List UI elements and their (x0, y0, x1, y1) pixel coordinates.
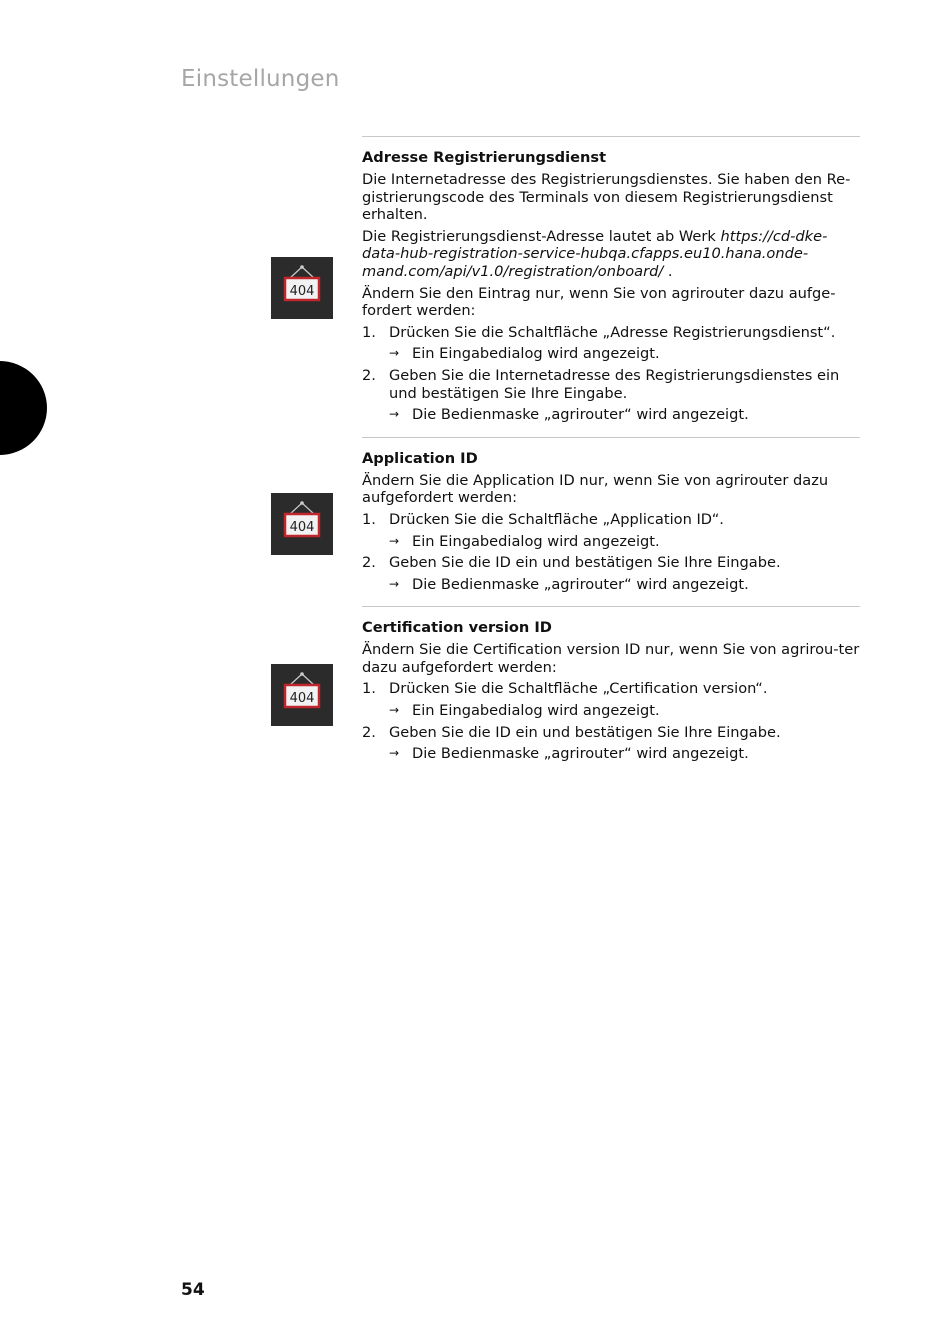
step-text: Geben Sie die Internetadresse des Registrierungsdienstes ein und bestätigen Sie Ihre Eingabe. (389, 366, 840, 402)
step-result (389, 533, 860, 551)
page-header-title: Einstellungen (181, 66, 340, 92)
step-item (362, 680, 860, 719)
404-sign-icon (271, 664, 333, 726)
step-number: 1. (362, 680, 376, 698)
step-list (362, 324, 860, 424)
step-number: 1. (362, 510, 376, 528)
step-item (362, 367, 860, 424)
step-result-text: Ein Eingabedialog wird angezeigt. (412, 345, 660, 363)
404-sign-label: 404 (289, 520, 315, 535)
section-paragraph: Ändern Sie die Application ID nur, wenn Sie von agrirouter dazu aufgefordert werden: (362, 471, 829, 507)
step-number: 2. (362, 366, 376, 384)
url-paragraph (362, 228, 860, 281)
404-sign-icon (271, 493, 333, 555)
step-result-text: Die Bedienmaske „agrirouter“ wird angezeigt. (412, 745, 749, 763)
step-list (362, 680, 860, 762)
step-text: Drücken Sie die Schaltfläche „Adresse Registrierungsdienst“. (389, 323, 836, 341)
step-item (362, 724, 860, 763)
chapter-thumb-tab (0, 361, 47, 455)
step-item (362, 511, 860, 550)
registration-url: https://cd-dke-data-hub-registration-service-hubqa.cfapps.eu10.hana.onde-mand.com/api/v1.0/registration/onboard/ (362, 227, 828, 280)
step-result-text: Ein Eingabedialog wird angezeigt. (412, 532, 660, 550)
step-number: 2. (362, 554, 376, 572)
step-result (389, 702, 860, 720)
section-paragraph: Ändern Sie die Certification version ID nur, wenn Sie von agrirou-ter dazu aufgefordert werden: (362, 641, 860, 676)
step-item (362, 554, 860, 593)
step-list (362, 511, 860, 593)
404-sign-label: 404 (289, 284, 315, 299)
section-paragraph: Ändern Sie den Eintrag nur, wenn Sie von agrirouter dazu aufge-fordert werden: (362, 284, 836, 320)
step-result-text: Die Bedienmaske „agrirouter“ wird angezeigt. (412, 406, 749, 424)
step-number: 2. (362, 723, 376, 741)
arrow-right-icon: → (389, 746, 400, 761)
step-result (389, 345, 860, 363)
404-sign-icon (271, 257, 333, 319)
arrow-right-icon: → (389, 576, 400, 591)
step-result-text: Die Bedienmaske „agrirouter“ wird angezeigt. (412, 575, 749, 593)
main-content (362, 136, 860, 776)
step-text: Geben Sie die ID ein und bestätigen Sie Ihre Eingabe. (389, 723, 781, 741)
arrow-right-icon: → (389, 533, 400, 548)
section-title: Application ID (362, 449, 478, 467)
step-result (389, 745, 860, 763)
arrow-right-icon: → (389, 346, 400, 361)
url-prefix: Die Registrierungsdienst-Adresse lautet ab Werk (362, 227, 721, 245)
section-application-id (362, 437, 860, 607)
step-result (389, 576, 860, 594)
step-number: 1. (362, 323, 376, 341)
404-sign-label: 404 (289, 691, 315, 706)
step-text: Geben Sie die ID ein und bestätigen Sie Ihre Eingabe. (389, 554, 781, 572)
page-number: 54 (181, 1280, 205, 1300)
arrow-right-icon: → (389, 407, 400, 422)
step-result-text: Ein Eingabedialog wird angezeigt. (412, 702, 660, 720)
step-text: Drücken Sie die Schaltfläche „Application ID“. (389, 510, 724, 528)
section-adresse-registrierungsdienst (362, 136, 860, 437)
url-suffix: . (663, 262, 673, 280)
section-title: Certification version ID (362, 619, 552, 637)
step-result (389, 406, 860, 424)
arrow-right-icon: → (389, 703, 400, 718)
step-item (362, 324, 860, 363)
section-title: Adresse Registrierungsdienst (362, 149, 607, 166)
step-text: Drücken Sie die Schaltfläche „Certification version“. (389, 680, 768, 698)
section-certification-version-id (362, 606, 860, 776)
section-paragraph: Die Internetadresse des Registrierungsdienstes. Sie haben den Re-gistrierungscode des Terminals von diesem Registrierungsdienst erhalten. (362, 171, 851, 224)
